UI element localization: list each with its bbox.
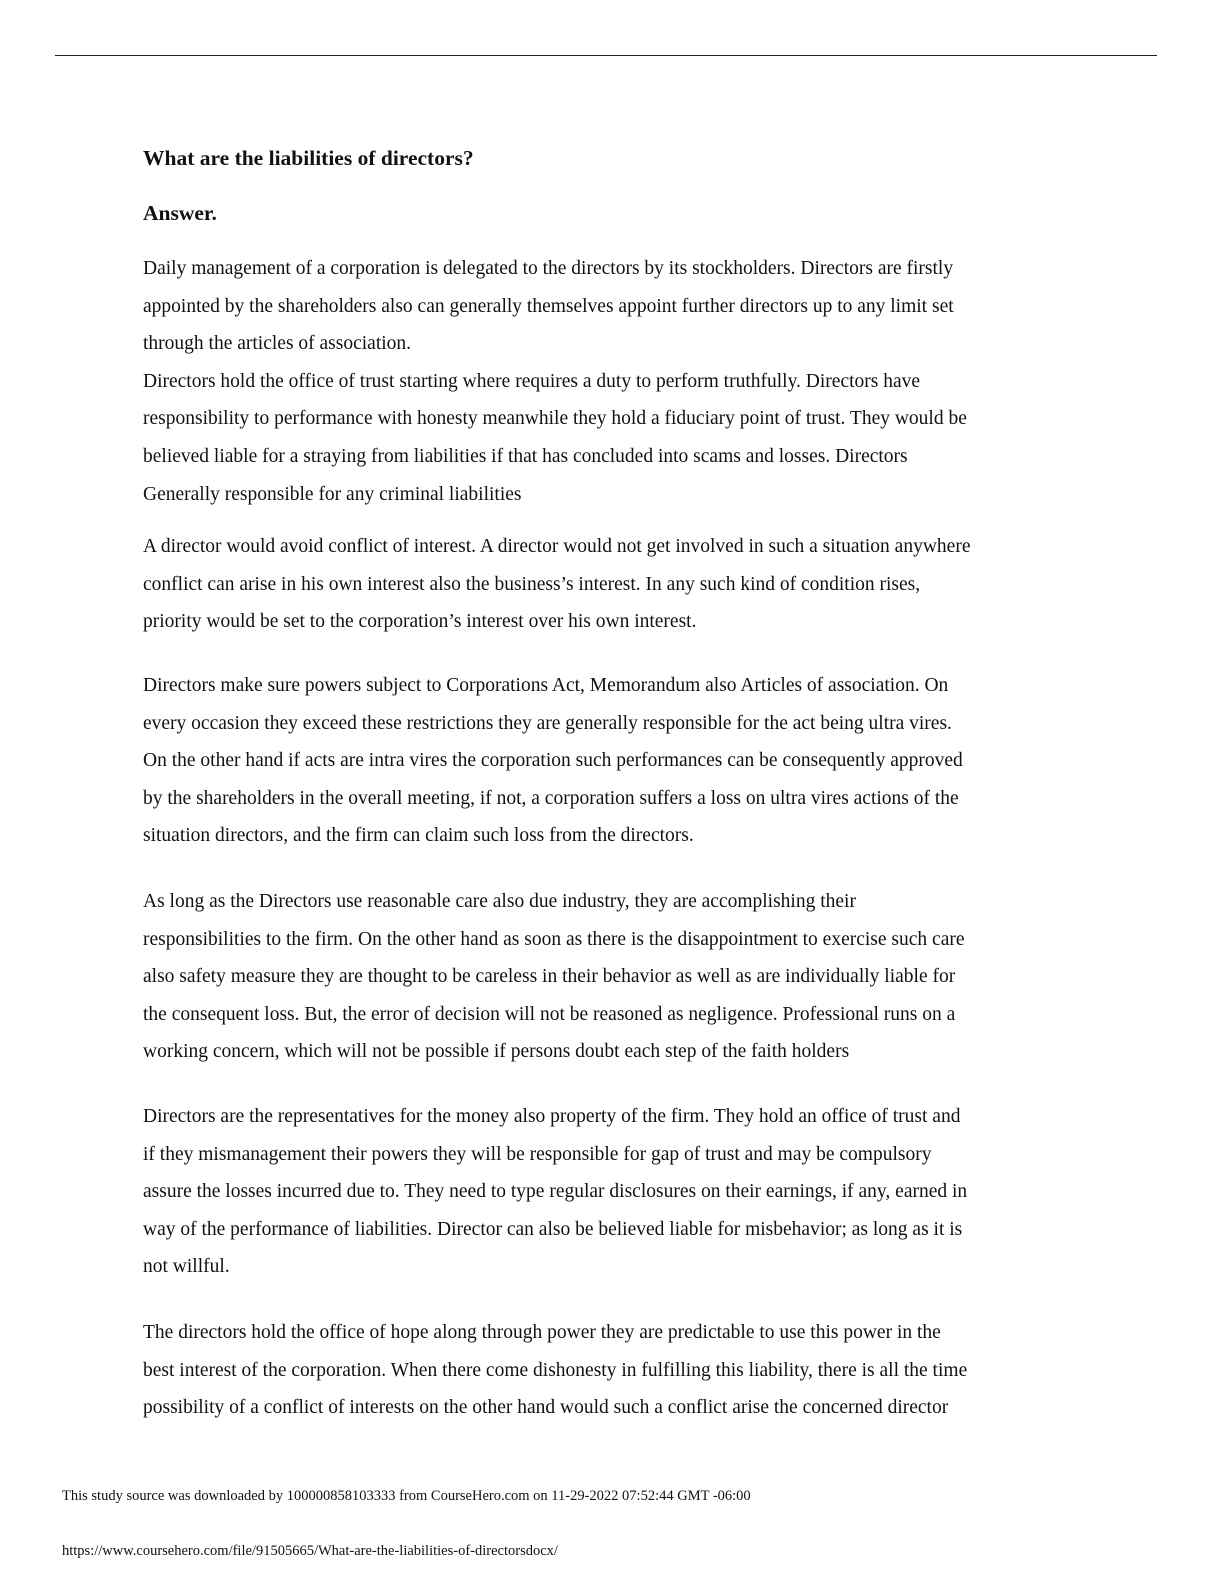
paragraph-line: by the shareholders in the overall meeting, if not, a corporation suffers a loss on ultra vires actions of the bbox=[143, 787, 959, 809]
header-rule bbox=[55, 55, 1157, 56]
paragraph-line: The directors hold the office of hope along through power they are predictable to use this power in the bbox=[143, 1322, 941, 1343]
paragraph bbox=[143, 250, 1078, 513]
paragraph-line: Directors hold the office of trust starting where requires a duty to perform truthfully. Directors have bbox=[143, 370, 921, 392]
paragraph-line: Directors are the representatives for the money also property of the firm. They hold an office of trust and bbox=[143, 1106, 961, 1127]
paragraph-line: through the articles of association. bbox=[143, 333, 412, 355]
paragraph-line: not willful. bbox=[143, 1256, 230, 1278]
paragraph bbox=[143, 1314, 1078, 1427]
paragraph-line: working concern, which will not be possible if persons doubt each step of the faith holders bbox=[143, 1041, 850, 1063]
paragraph-line: Generally responsible for any criminal liabilities bbox=[143, 483, 522, 505]
answer-label: Answer. bbox=[143, 201, 217, 225]
paragraph-line: believed liable for a straying from liabilities if that has concluded into scams and losses. Directors bbox=[143, 445, 908, 467]
paragraph-line: appointed by the shareholders also can generally themselves appoint further directors up to any limit set bbox=[143, 295, 954, 317]
paragraph-line: Directors make sure powers subject to Corporations Act, Memorandum also Articles of association. On bbox=[143, 675, 949, 696]
paragraph-line: As long as the Directors use reasonable care also due industry, they are accomplishing their bbox=[143, 891, 856, 912]
paragraph bbox=[143, 528, 1078, 641]
paragraph-line: priority would be set to the corporation’s interest over his own interest. bbox=[143, 611, 697, 633]
paragraph-line: Daily management of a corporation is delegated to the directors by its stockholders. Directors are firstly bbox=[143, 258, 954, 279]
download-notice: This study source was downloaded by 100000858103333 from CourseHero.com on 11-29-2022 07:52:44 GMT -06:00 bbox=[62, 1488, 751, 1504]
paragraph-line: conflict can arise in his own interest also the business’s interest. In any such kind of condition rises, bbox=[143, 573, 921, 595]
paragraph-line: best interest of the corporation. When there come dishonesty in fulfilling this liability, there is all the time bbox=[143, 1359, 968, 1381]
paragraph bbox=[143, 1098, 1078, 1286]
paragraph-line: every occasion they exceed these restrictions they are generally responsible for the act being ultra vires. bbox=[143, 712, 952, 734]
paragraph-line: responsibility to performance with honesty meanwhile they hold a fiduciary point of trust. They would be bbox=[143, 408, 967, 430]
paragraph-line: assure the losses incurred due to. They need to type regular disclosures on their earnings, if any, earned in bbox=[143, 1181, 968, 1203]
paragraph-line: situation directors, and the firm can claim such loss from the directors. bbox=[143, 825, 694, 847]
paragraph bbox=[143, 883, 1078, 1071]
paragraph-line: On the other hand if acts are intra vires the corporation such performances can be consequently approved bbox=[143, 750, 963, 772]
paragraph-line: also safety measure they are thought to be careless in their behavior as well as are individually liable for bbox=[143, 966, 956, 988]
paragraph bbox=[143, 667, 1078, 855]
source-url: https://www.coursehero.com/file/91505665/What-are-the-liabilities-of-directorsdocx/ bbox=[62, 1543, 558, 1559]
question-heading: What are the liabilities of directors? bbox=[143, 146, 474, 170]
paragraph-line: A director would avoid conflict of interest. A director would not get involved in such a situation anywhere bbox=[143, 536, 971, 557]
paragraph-line: way of the performance of liabilities. Director can also be believed liable for misbehavior; as long as it is bbox=[143, 1218, 963, 1240]
paragraph-line: possibility of a conflict of interests on the other hand would such a conflict arise the concerned director bbox=[143, 1397, 949, 1419]
paragraph-line: responsibilities to the firm. On the other hand as soon as there is the disappointment to exercise such care bbox=[143, 928, 965, 950]
paragraph-line: the consequent loss. But, the error of decision will not be reasoned as negligence. Professional runs on a bbox=[143, 1003, 956, 1025]
paragraph-line: if they mismanagement their powers they will be responsible for gap of trust and may be compulsory bbox=[143, 1143, 932, 1165]
